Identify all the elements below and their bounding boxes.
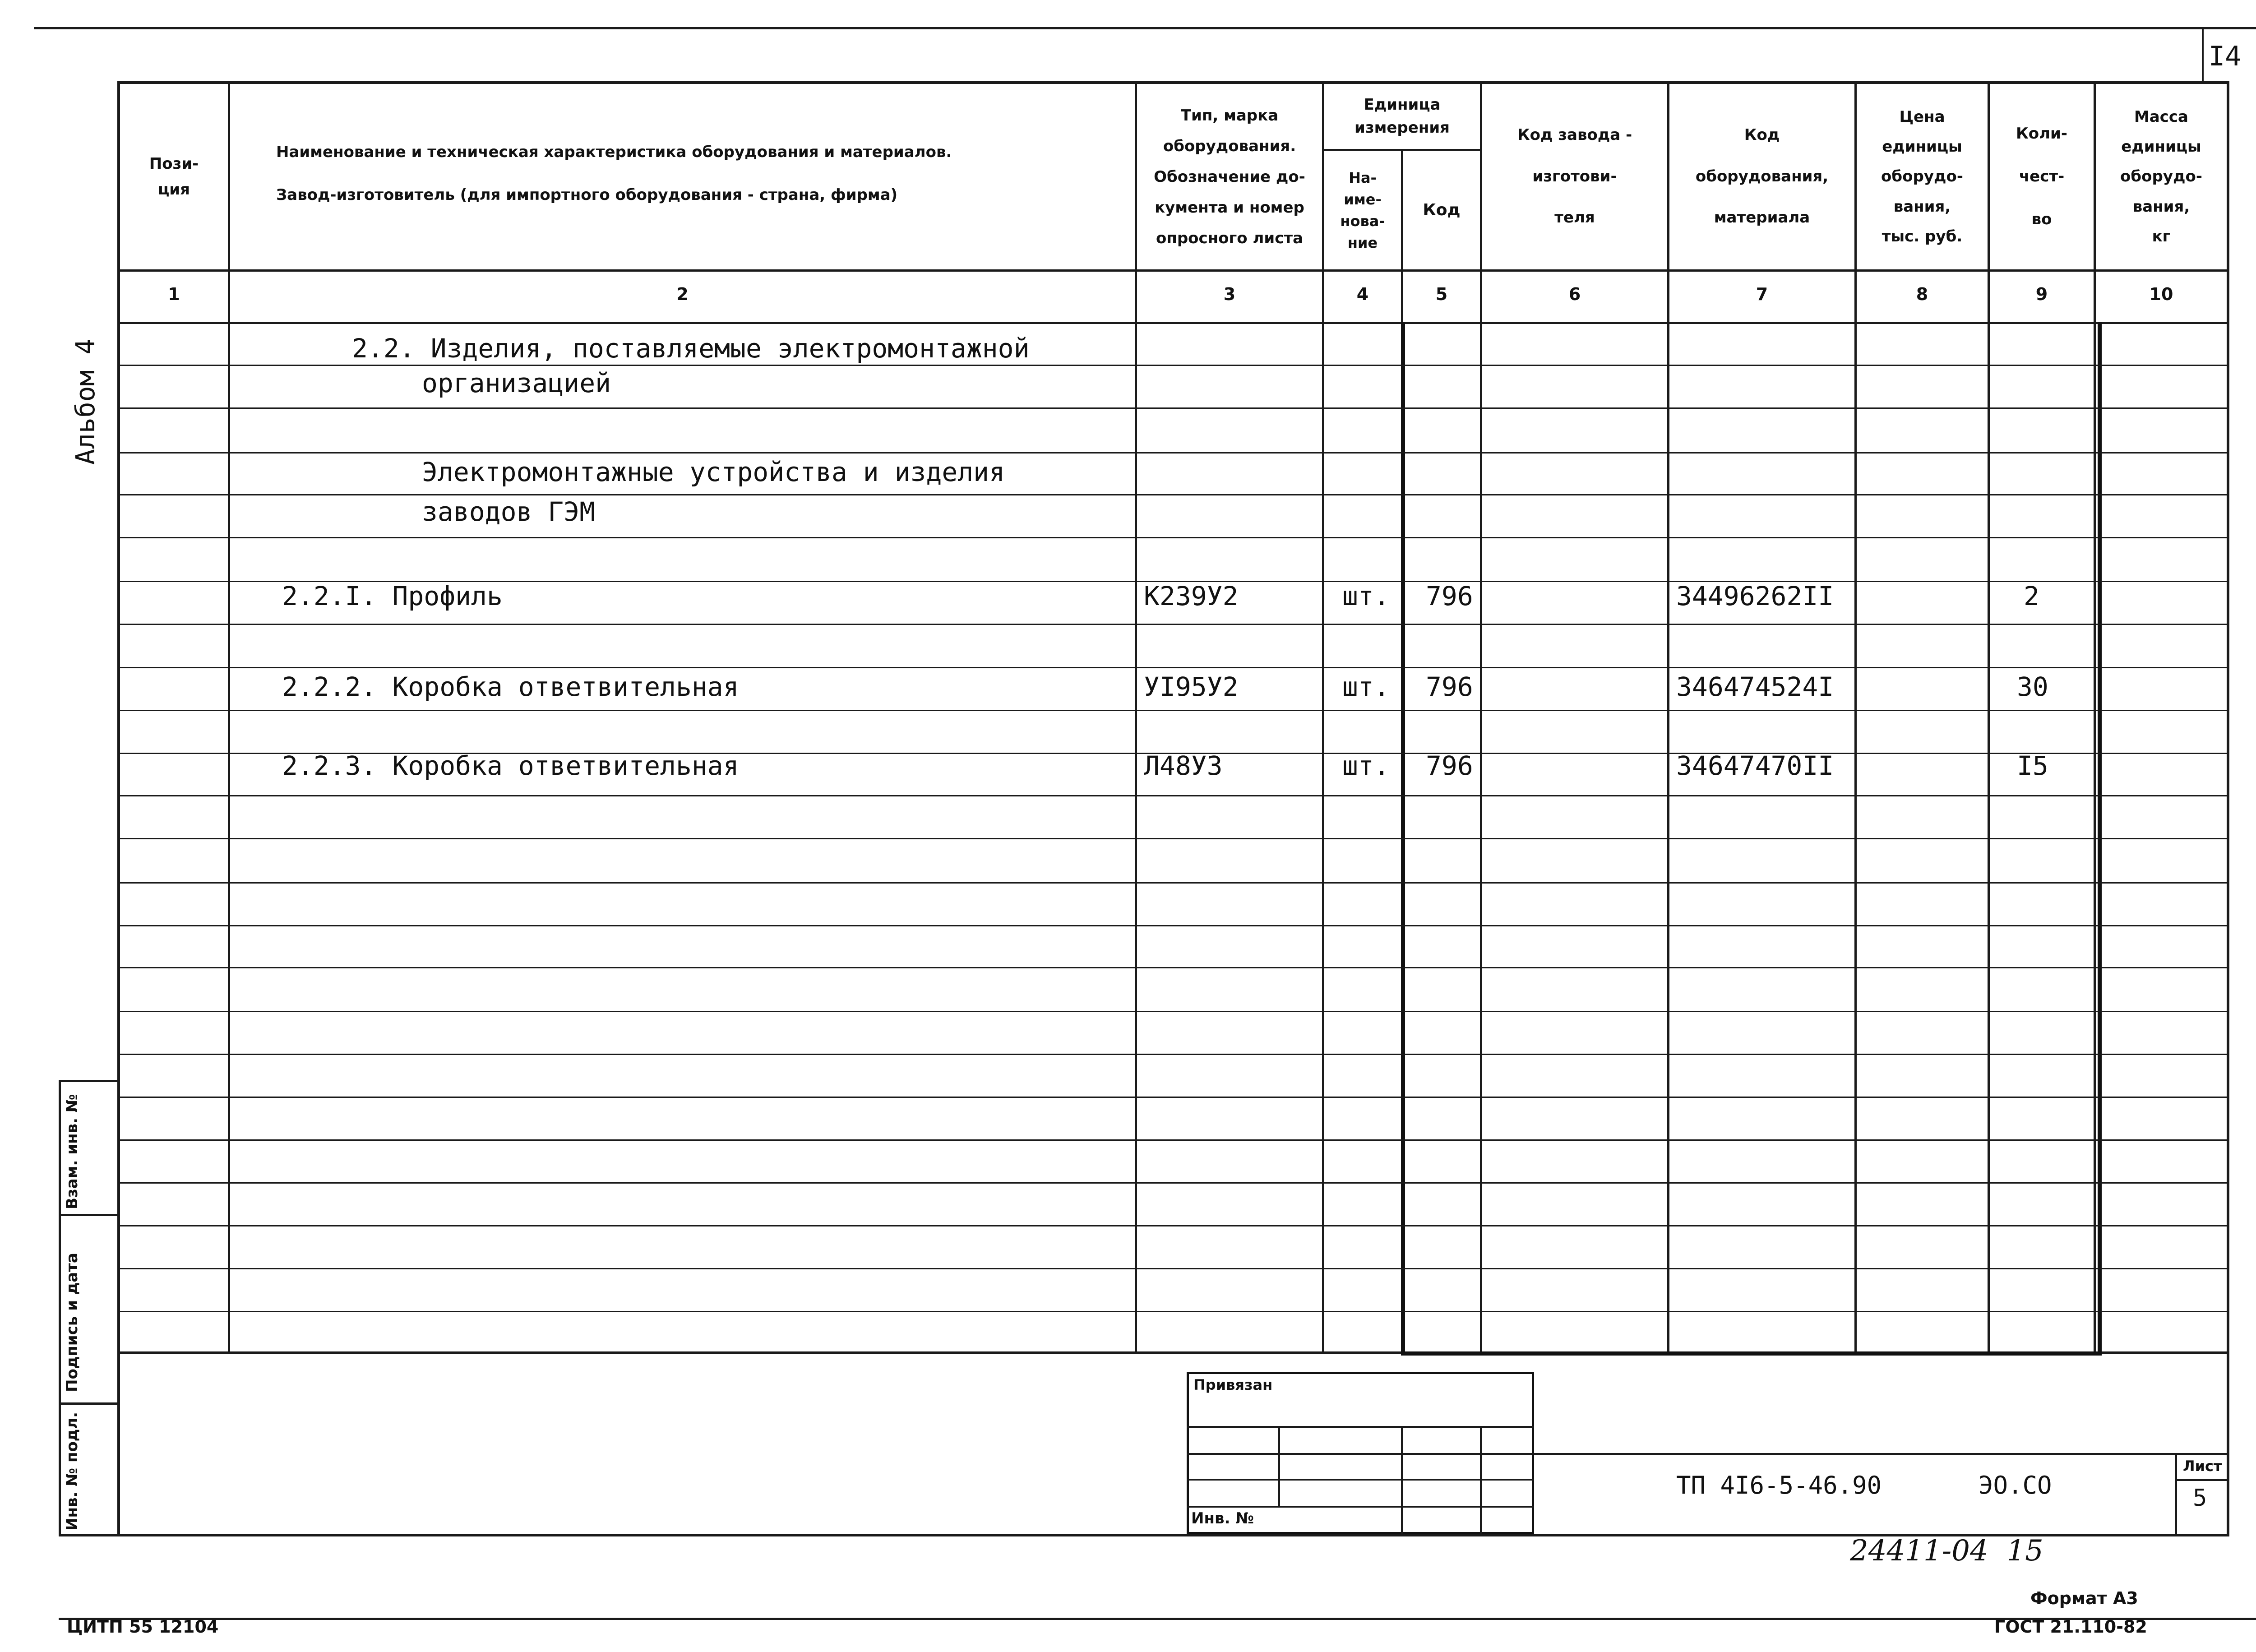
item-code: 34496262II <box>1676 581 1834 611</box>
item-unit-code: 796 <box>1426 750 1473 781</box>
strip-label-vzam: Взам. инв. № <box>63 1094 81 1209</box>
sheet-number-box-left <box>2202 27 2204 83</box>
colnum-2: 2 <box>676 284 689 304</box>
strip-top-line <box>59 1080 120 1082</box>
row-line <box>120 407 2227 409</box>
handwritten-number: 24411-04 15 <box>1850 1534 2043 1568</box>
strip-div-1 <box>59 1214 120 1216</box>
row-line <box>120 1054 2227 1055</box>
header-col2-line1: Наименование и техническая характеристика оборудования и материалов. <box>276 143 952 161</box>
item-unit: шт. <box>1342 581 1390 611</box>
row-line <box>120 1139 2227 1141</box>
privyazan-line-2 <box>1187 1453 1534 1455</box>
strip-left-line <box>59 1080 61 1536</box>
header-col2-line2: Завод-изготовитель (для импортного оборудования - страна, фирма) <box>276 186 898 204</box>
frame-bottom-line <box>59 1618 2256 1620</box>
row-line <box>120 1311 2227 1312</box>
colnum-5: 5 <box>1435 284 1448 304</box>
header-col45-group: Единица измерения <box>1355 96 1450 137</box>
row-line <box>120 882 2227 884</box>
header-col3: Тип, марка оборудования. Обозначение до- кумента и номер опросного листа <box>1154 106 1305 247</box>
header-col8: Цена единицы оборудо- вания, тыс. руб. <box>1881 107 1963 245</box>
row-line <box>120 365 2227 366</box>
col-line-2 <box>1135 81 1137 1354</box>
row-line <box>120 1097 2227 1098</box>
row-line <box>120 1268 2227 1269</box>
doc-section: ЭО.СО <box>1979 1471 2052 1499</box>
doc-code: ТП 4I6-5-46.90 <box>1676 1471 1882 1499</box>
section-title-line1: 2.2. Изделия, поставляемые электромонтажной <box>352 333 1030 364</box>
list-box-divider <box>2175 1479 2229 1481</box>
row-line <box>120 838 2227 839</box>
title-block-top-line <box>1534 1453 2229 1455</box>
item-qty: 2 <box>2024 581 2039 611</box>
row-line <box>120 1182 2227 1184</box>
item-unit-code: 796 <box>1426 581 1473 611</box>
item-unit: шт. <box>1342 671 1390 702</box>
header-col1: Пози- ция <box>149 155 199 199</box>
privyazan-label: Привязан <box>1193 1376 1273 1393</box>
colnum-7: 7 <box>1756 284 1768 304</box>
col-line-1 <box>228 81 230 1354</box>
item-name: 2.2.I. Профиль <box>282 581 503 611</box>
row-line <box>120 537 2227 538</box>
row-line <box>120 795 2227 796</box>
item-type: К239У2 <box>1144 581 1239 611</box>
strip-label-podpis: Подпись и дата <box>63 1253 81 1392</box>
sheet-top-number: I4 <box>2209 41 2242 72</box>
row-line <box>120 624 2227 625</box>
inv-no-label: Инв. № <box>1191 1509 1254 1527</box>
row-line <box>120 710 2227 711</box>
format-label: Формат А3 <box>2030 1588 2138 1608</box>
colnum-1: 1 <box>168 284 180 304</box>
colnum-4: 4 <box>1356 284 1369 304</box>
list-box-left <box>2175 1453 2177 1536</box>
row-line <box>120 1011 2227 1012</box>
row-line <box>120 494 2227 495</box>
privyazan-vline-2 <box>1401 1426 1403 1534</box>
colnum-3: 3 <box>1223 284 1236 304</box>
list-number: 5 <box>2193 1485 2207 1512</box>
citp-label: ЦИТП 55 12104 <box>67 1617 219 1637</box>
item-code: 34647470II <box>1676 750 1834 781</box>
privyazan-vline-1 <box>1278 1426 1280 1506</box>
item-qty: 30 <box>2017 671 2048 702</box>
strip-div-2 <box>59 1402 120 1405</box>
item-type: УI95У2 <box>1144 671 1239 702</box>
header-col9: Коли- чест- во <box>2016 124 2067 229</box>
row-line <box>120 452 2227 453</box>
header-col7: Код оборудования, материала <box>1695 125 1829 227</box>
item-qty: I5 <box>2017 750 2048 781</box>
header-col6: Код завода - изготови- теля <box>1517 125 1632 227</box>
header-bottom-line <box>117 269 2229 272</box>
col-line-3 <box>1322 81 1324 1354</box>
colnum-8: 8 <box>1916 284 1928 304</box>
section-sub-line2: заводов ГЭМ <box>422 496 596 527</box>
item-unit: шт. <box>1342 750 1390 781</box>
privyazan-vline-3 <box>1480 1426 1482 1534</box>
row-line <box>120 967 2227 968</box>
strip-label-inv-podl: Инв. № подл. <box>63 1411 81 1531</box>
strip-bottom-line <box>59 1534 120 1536</box>
item-code: 346474524I <box>1676 671 1834 702</box>
privyazan-line-1 <box>1187 1426 1534 1428</box>
section-title-line2: организацией <box>422 368 611 398</box>
list-label: Лист <box>2183 1458 2222 1475</box>
row-line <box>120 667 2227 668</box>
item-type: Л48У3 <box>1144 750 1223 781</box>
row-line <box>120 925 2227 926</box>
gost-label: ГОСТ 21.110-82 <box>1994 1617 2147 1637</box>
header-col5: Код <box>1423 200 1461 219</box>
privyazan-line-4 <box>1187 1506 1534 1508</box>
item-unit-code: 796 <box>1426 671 1473 702</box>
side-label-album: Альбом 4 <box>70 338 101 465</box>
item-name: 2.2.3. Коробка ответвительная <box>282 750 739 781</box>
header-col10: Масса единицы оборудо- вания, кг <box>2120 107 2202 245</box>
col-line-right <box>2227 81 2229 1536</box>
colnum-9: 9 <box>2035 284 2048 304</box>
header-col4: На- име- нова- ние <box>1340 169 1385 251</box>
privyazan-line-3 <box>1187 1479 1534 1481</box>
colnum-10: 10 <box>2149 284 2173 304</box>
colnum-6: 6 <box>1568 284 1581 304</box>
item-name: 2.2.2. Коробка ответвительная <box>282 671 739 702</box>
row-line <box>120 1225 2227 1226</box>
section-sub-line1: Электромонтажные устройства и изделия <box>422 457 1005 487</box>
frame-top-line <box>34 27 2256 29</box>
header-col2 <box>276 131 952 217</box>
